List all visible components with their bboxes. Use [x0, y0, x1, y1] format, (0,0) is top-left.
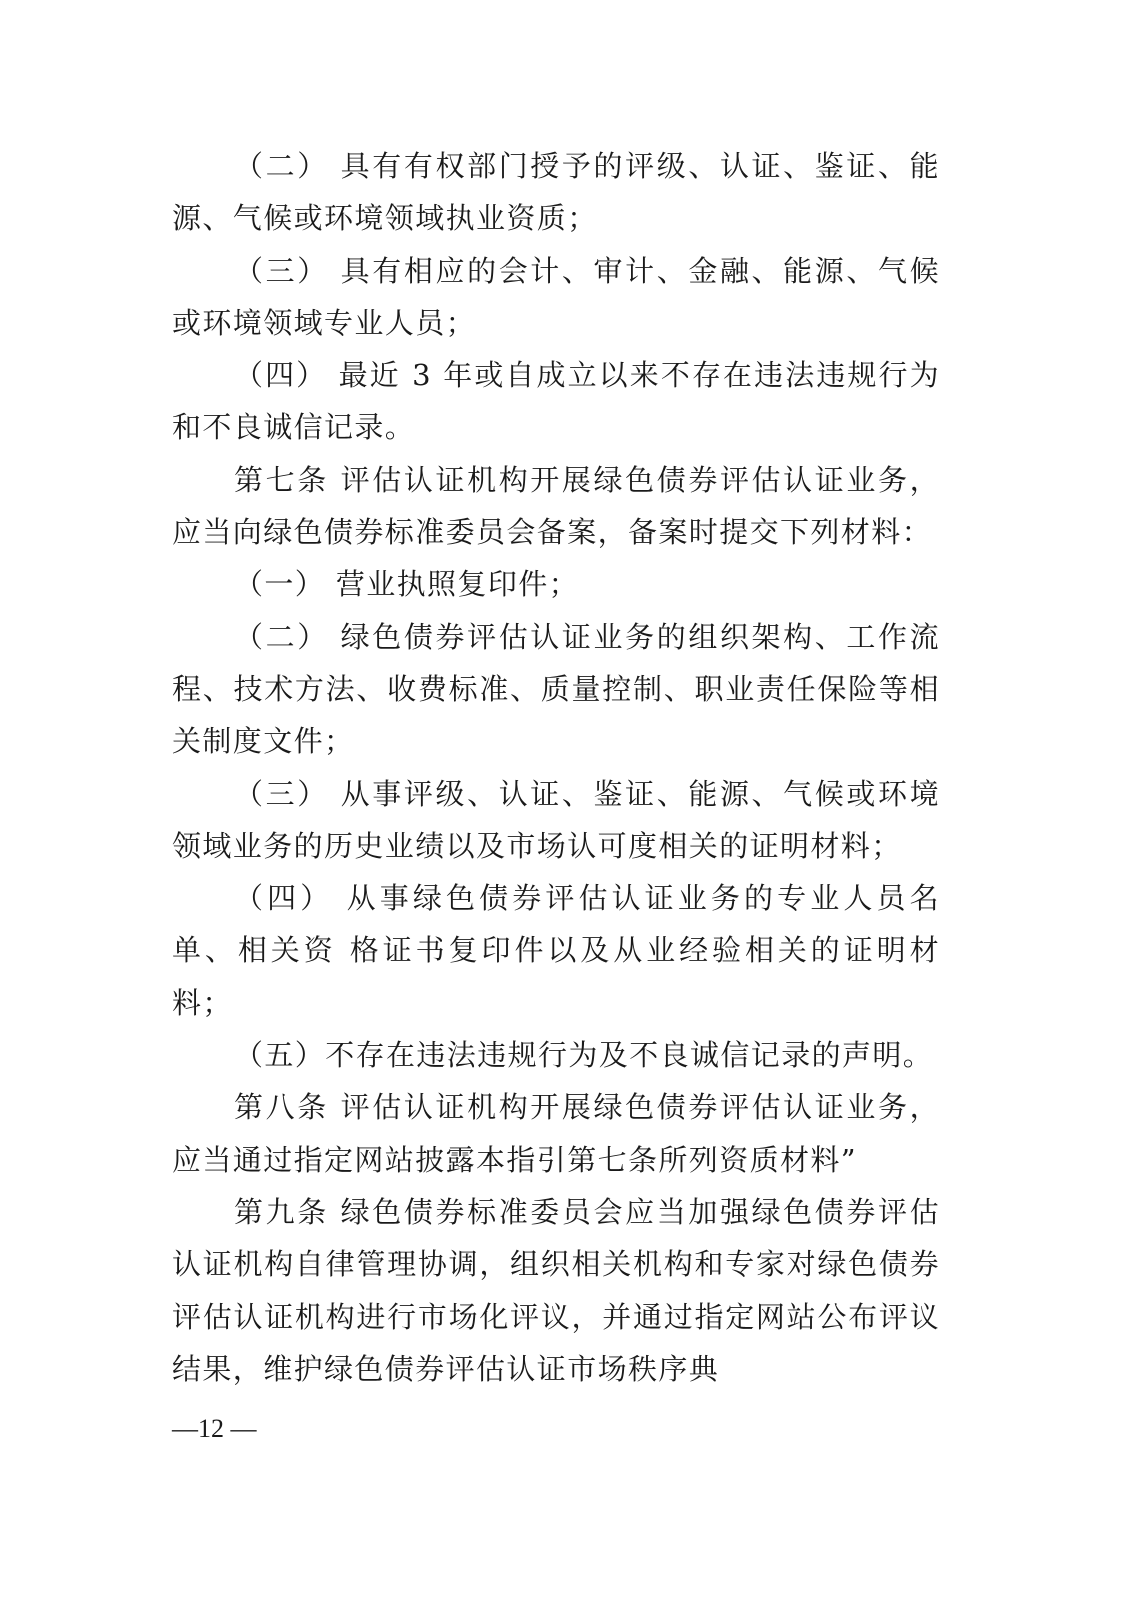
paragraph-material-5: （五）不存在违法违规行为及不良诚信记录的声明。	[234, 1038, 934, 1073]
paragraph-qualification-3: （三） 具有相应的会计、审计、金融、能源、气候或环境领域专业人员；	[172, 253, 940, 340]
paragraph-material-4: （四） 从事绿色债券评估认证业务的专业人员名单、相关资 格证书复印件以及从业经验相关的证明材料；	[172, 881, 940, 1020]
paragraph-qualification-2: （二） 具有有权部门授予的评级、认证、鉴证、能源、气候或环境领域执业资质；	[172, 149, 940, 236]
paragraph-material-2: （二） 绿色债券评估认证业务的组织架构、工作流程、技术方法、收费标准、质量控制、职业责任保险等相关制度文件；	[172, 619, 940, 759]
paragraph-article-9: 第九条 绿色债券标准委员会应当加强绿色债券评估认证机构自律管理协调，组织相关机构和专家对绿色债券评估认证机构进行市场化评议，并通过指定网站公布评议结果，维护绿色债券评估认证市场秩序典	[172, 1194, 940, 1386]
paragraph-qualification-4: （四） 最近 3 年或自成立以来不存在违法违规行为和不良诚信记录。	[172, 358, 940, 445]
page-number: —12 —	[172, 1414, 257, 1443]
paragraph-material-3: （三） 从事评级、认证、鉴证、能源、气候或环境领域业务的历史业绩以及市场认可度相关的证明材料；	[172, 776, 940, 863]
paragraph-article-8: 第八条 评估认证机构开展绿色债券评估认证业务，应当通过指定网站披露本指引第七条所列资质材料”	[172, 1090, 940, 1177]
paragraph-article-7: 第七条 评估认证机构开展绿色债券评估认证业务，应当向绿色债券标准委员会备案，备案时提交下列材料：	[172, 462, 940, 550]
paragraph-material-1: （一） 营业执照复印件；	[234, 567, 580, 602]
document-body	[172, 140, 940, 1395]
